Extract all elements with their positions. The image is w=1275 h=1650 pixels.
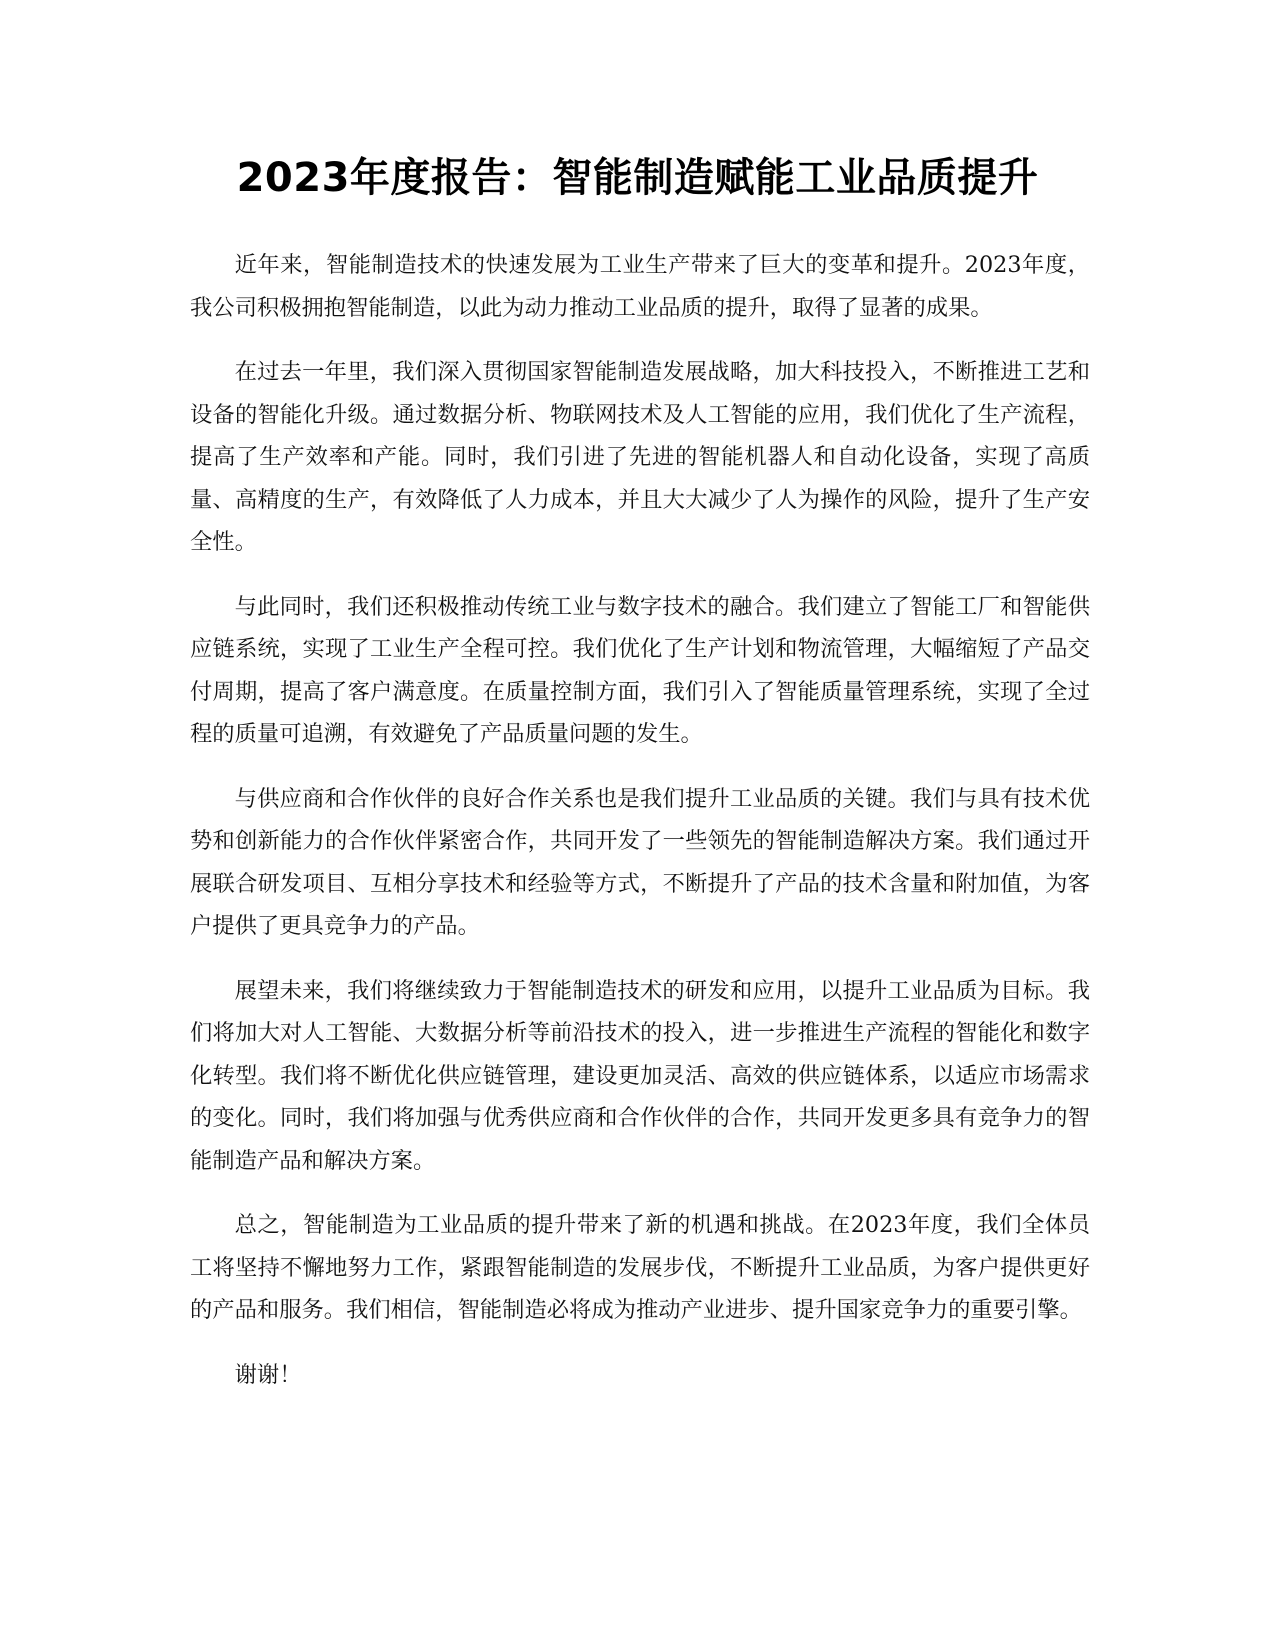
- paragraph-outlook: 展望未来，我们将继续致力于智能制造技术的研发和应用，以提升工业品质为目标。我们将加大对人工智能、大数据分析等前沿技术的投入，进一步推进生产流程的智能化和数字化转型。我们将不断优化供应链管理，建设更加灵活、高效的供应链体系，以适应市场需求的变化。同时，我们将加强与优秀供应商和合作伙伴的合作，共同开发更多具有竞争力的智能制造产品和解决方案。: [190, 977, 1090, 1174]
- paragraph-strategy: 在过去一年里，我们深入贯彻国家智能制造发展战略，加大科技投入，不断推进工艺和设备的智能化升级。通过数据分析、物联网技术及人工智能的应用，我们优化了生产流程，提高了生产效率和产能。同时，我们引进了先进的智能机器人和自动化设备，实现了高质量、高精度的生产，有效降低了人力成本，并且大大减少了人为操作的风险，提升了生产安全性。: [190, 359, 1090, 555]
- document-title: 2023年度报告：智能制造赋能工业品质提升: [236, 155, 1039, 201]
- document-body: [190, 244, 1090, 1396]
- paragraph-partners: 与供应商和合作伙伴的良好合作关系也是我们提升工业品质的关键。我们与具有技术优势和创新能力的合作伙伴紧密合作，共同开发了一些领先的智能制造解决方案。我们通过开展联合研发项目、互相分享技术和经验等方式，不断提升了产品的技术含量和附加值，为客户提供了更具竞争力的产品。: [190, 785, 1090, 939]
- paragraph-conclusion: 总之，智能制造为工业品质的提升带来了新的机遇和挑战。在2023年度，我们全体员工将坚持不懈地努力工作，紧跟智能制造的发展步伐，不断提升工业品质，为客户提供更好的产品和服务。我们相信，智能制造必将成为推动产业进步、提升国家竞争力的重要引擎。: [190, 1212, 1090, 1323]
- paragraph-thanks: 谢谢！: [234, 1361, 302, 1388]
- paragraph-intro: 近年来，智能制造技术的快速发展为工业生产带来了巨大的变革和提升。2023年度，我公司积极拥抱智能制造，以此为动力推动工业品质的提升，取得了显著的成果。: [190, 252, 1090, 321]
- paragraph-digital-integration: 与此同时，我们还积极推动传统工业与数字技术的融合。我们建立了智能工厂和智能供应链系统，实现了工业生产全程可控。我们优化了生产计划和物流管理，大幅缩短了产品交付周期，提高了客户满意度。在质量控制方面，我们引入了智能质量管理系统，实现了全过程的质量可追溯，有效避免了产品质量问题的发生。: [190, 593, 1090, 747]
